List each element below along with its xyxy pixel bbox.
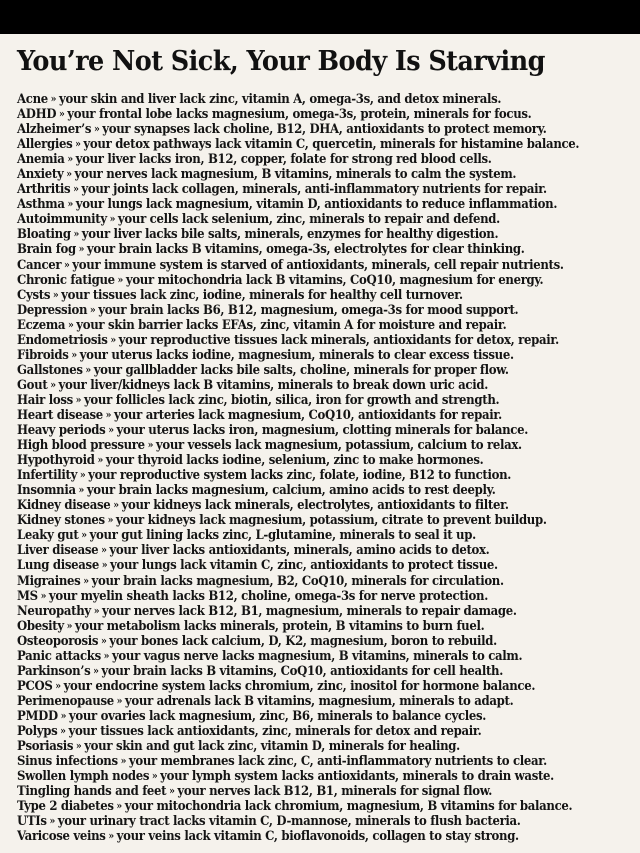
condition-description: your joints lack collagen, minerals, anti-inflammatory nutrients for repair. xyxy=(81,181,547,197)
condition-term: Eczema xyxy=(17,316,66,332)
list-item xyxy=(17,317,594,332)
condition-term: Anxiety xyxy=(17,166,64,182)
condition-description: your metabolism lacks minerals, protein, B vitamins to burn fuel. xyxy=(74,617,485,633)
list-item xyxy=(17,603,594,618)
condition-term: Parkinson’s xyxy=(17,662,91,678)
double-arrow-icon: » xyxy=(73,229,80,241)
condition-term: Bloating xyxy=(17,226,71,242)
condition-description: your liver/kidneys lack B vitamins, minerals to break down uric acid. xyxy=(58,376,488,392)
list-item xyxy=(17,91,594,106)
list-item xyxy=(17,392,594,407)
double-arrow-icon: » xyxy=(66,620,73,632)
condition-description: your vagus nerve lacks magnesium, B vitamins, minerals to calm. xyxy=(111,647,523,663)
condition-description: your liver lacks bile salts, minerals, enzymes for healthy digestion. xyxy=(81,226,499,242)
list-item xyxy=(17,287,594,302)
condition-description: your arteries lack magnesium, CoQ10, antioxidants for repair. xyxy=(113,406,502,422)
condition-term: Osteoporosis xyxy=(17,632,99,648)
list-item xyxy=(17,332,594,347)
double-arrow-icon: » xyxy=(85,364,91,376)
list-item xyxy=(17,783,594,798)
page-title: You’re Not Sick, Your Body Is Starving xyxy=(17,46,545,77)
list-item xyxy=(17,377,594,392)
list-item xyxy=(17,527,594,542)
condition-term: Type 2 diabetes xyxy=(17,798,114,814)
condition-description: your skin and gut lack zinc, vitamin D, minerals for healing. xyxy=(84,738,460,754)
double-arrow-icon: » xyxy=(75,139,81,151)
condition-term: Panic attacks xyxy=(17,647,101,663)
condition-description: your uterus lacks iodine, magnesium, minerals to clear excess tissue. xyxy=(79,346,514,362)
condition-term: Hair loss xyxy=(17,391,73,407)
condition-description: your liver lacks iron, B12, copper, folate for strong red blood cells. xyxy=(75,151,492,167)
condition-term: Endometriosis xyxy=(17,331,108,347)
double-arrow-icon: » xyxy=(67,199,73,211)
list-item xyxy=(17,226,594,241)
condition-description: your nerves lack B12, B1, magnesium, minerals to repair damage. xyxy=(101,602,517,618)
condition-term: Alzheimer’s xyxy=(17,121,92,137)
condition-term: Insomnia xyxy=(17,482,76,498)
condition-term: Polyps xyxy=(17,722,58,738)
condition-term: Acne xyxy=(17,91,48,106)
double-arrow-icon: » xyxy=(116,695,123,707)
condition-term: PCOS xyxy=(17,677,53,693)
double-arrow-icon: » xyxy=(117,274,124,286)
condition-term: High blood pressure xyxy=(17,437,145,453)
double-arrow-icon: » xyxy=(108,831,114,843)
condition-term: Migraines xyxy=(17,572,81,588)
condition-term: Cancer xyxy=(17,256,62,272)
double-arrow-icon: » xyxy=(50,379,56,391)
list-item xyxy=(17,798,594,813)
condition-term: Autoimmunity xyxy=(17,211,107,227)
condition-term: Heavy periods xyxy=(17,422,106,438)
condition-description: your lungs lack magnesium, vitamin D, antioxidants to reduce inflammation. xyxy=(75,196,558,212)
double-arrow-icon: » xyxy=(73,184,79,196)
double-arrow-icon: » xyxy=(83,575,89,587)
condition-term: Varicose veins xyxy=(17,828,106,844)
list-item xyxy=(17,573,594,588)
condition-description: your lymph system lacks antioxidants, minerals to drain waste. xyxy=(160,768,554,784)
condition-term: Tingling hands and feet xyxy=(17,783,167,799)
condition-description: your kidneys lack magnesium, potassium, citrate to prevent buildup. xyxy=(115,512,547,528)
document-page xyxy=(0,34,640,853)
condition-description: your mitochondria lack chromium, magnesium, B vitamins for balance. xyxy=(124,798,573,814)
list-item xyxy=(17,648,594,663)
condition-term: Cysts xyxy=(17,286,51,302)
double-arrow-icon: » xyxy=(52,289,59,301)
double-arrow-icon: » xyxy=(107,515,114,527)
list-item xyxy=(17,407,594,422)
condition-description: your liver lacks antioxidants, minerals, amino acids to detox. xyxy=(109,542,490,558)
condition-term: Depression xyxy=(17,301,88,317)
double-arrow-icon: » xyxy=(75,394,82,406)
condition-description: your myelin sheath lacks B12, choline, omega-3s for nerve protection. xyxy=(48,587,488,603)
condition-description: your reproductive tissues lack minerals, antioxidants for detox, repair. xyxy=(118,331,559,347)
condition-term: Sinus infections xyxy=(17,753,118,769)
list-item xyxy=(17,166,594,181)
condition-term: Gallstones xyxy=(17,361,83,377)
condition-term: MS xyxy=(17,587,38,603)
double-arrow-icon: » xyxy=(93,665,99,677)
list-item xyxy=(17,151,594,166)
list-item xyxy=(17,106,594,121)
double-arrow-icon: » xyxy=(101,560,108,572)
double-arrow-icon: » xyxy=(89,304,96,316)
condition-description: your veins lack vitamin C, bioflavonoids, collagen to stay strong. xyxy=(116,828,519,844)
condition-term: Gout xyxy=(17,376,48,392)
double-arrow-icon: » xyxy=(60,710,67,722)
list-item xyxy=(17,272,594,287)
list-item xyxy=(17,136,594,151)
condition-term: Chronic fatigue xyxy=(17,271,115,287)
double-arrow-icon: » xyxy=(103,650,110,662)
condition-description: your frontal lobe lacks magnesium, omega-3s, protein, minerals for focus. xyxy=(67,106,532,122)
double-arrow-icon: » xyxy=(108,425,114,437)
condition-description: your gut lining lacks zinc, L-glutamine, minerals to seal it up. xyxy=(89,527,476,543)
list-item xyxy=(17,768,594,783)
double-arrow-icon: » xyxy=(120,756,127,768)
list-item xyxy=(17,497,594,512)
list-item xyxy=(17,302,594,317)
list-item xyxy=(17,813,594,828)
condition-description: your nerves lack B12, B1, minerals for signal flow. xyxy=(177,783,493,799)
double-arrow-icon: » xyxy=(67,319,74,331)
double-arrow-icon: » xyxy=(40,590,47,602)
double-arrow-icon: » xyxy=(49,816,55,828)
double-arrow-icon: » xyxy=(113,500,119,512)
condition-description: your follicles lack zinc, biotin, silica, iron for growth and strength. xyxy=(83,391,500,407)
condition-description: your uterus lacks iron, magnesium, clotting minerals for balance. xyxy=(116,422,528,438)
condition-description: your bones lack calcium, D, K2, magnesium, boron to rebuild. xyxy=(109,632,497,648)
list-item xyxy=(17,362,594,377)
condition-description: your mitochondria lack B vitamins, CoQ10, magnesium for energy. xyxy=(125,271,544,287)
condition-term: Obesity xyxy=(17,617,64,633)
list-item xyxy=(17,452,594,467)
condition-description: your tissues lack antioxidants, zinc, minerals for detox and repair. xyxy=(68,722,482,738)
condition-description: your reproductive system lacks zinc, folate, iodine, B12 to function. xyxy=(88,467,512,483)
double-arrow-icon: » xyxy=(79,470,86,482)
list-item xyxy=(17,738,594,753)
list-item xyxy=(17,828,594,843)
double-arrow-icon: » xyxy=(67,154,73,166)
condition-description: your immune system is starved of antioxidants, minerals, cell repair nutrients. xyxy=(72,256,564,272)
double-arrow-icon: » xyxy=(116,801,122,813)
condition-description: your brain lacks magnesium, B2, CoQ10, minerals for circulation. xyxy=(91,572,504,588)
list-item xyxy=(17,693,594,708)
condition-term: Lung disease xyxy=(17,557,99,573)
condition-term: Fibroids xyxy=(17,346,69,362)
condition-term: Brain fog xyxy=(17,241,76,257)
condition-term: Asthma xyxy=(17,196,65,212)
condition-description: your lungs lack vitamin C, zinc, antioxidants to protect tissue. xyxy=(110,557,498,573)
list-item xyxy=(17,437,594,452)
double-arrow-icon: » xyxy=(100,635,107,647)
condition-term: Hypothyroid xyxy=(17,452,95,468)
double-arrow-icon: » xyxy=(78,485,85,497)
list-item xyxy=(17,196,594,211)
condition-description: your skin barrier lacks EFAs, zinc, vitamin A for moisture and repair. xyxy=(76,316,507,332)
condition-description: your gallbladder lacks bile salts, choline, minerals for proper flow. xyxy=(93,361,509,377)
top-black-bar xyxy=(0,0,640,34)
condition-description: your cells lack selenium, zinc, minerals to repair and defend. xyxy=(117,211,500,227)
condition-term: ADHD xyxy=(17,106,57,122)
list-item xyxy=(17,542,594,557)
condition-description: your membranes lack zinc, C, anti-inflammatory nutrients to clear. xyxy=(128,753,547,769)
condition-description: your detox pathways lack vitamin C, quercetin, minerals for histamine balance. xyxy=(83,136,580,152)
list-item xyxy=(17,482,594,497)
list-item xyxy=(17,678,594,693)
condition-description: your brain lacks B vitamins, CoQ10, antioxidants for cell health. xyxy=(101,662,503,678)
condition-list xyxy=(17,91,637,843)
condition-description: your synapses lack choline, B12, DHA, antioxidants to protect memory. xyxy=(102,121,547,137)
condition-term: Kidney disease xyxy=(17,497,111,513)
list-item xyxy=(17,663,594,678)
list-item xyxy=(17,557,594,572)
double-arrow-icon: » xyxy=(147,440,154,452)
condition-term: Liver disease xyxy=(17,542,99,558)
condition-description: your thyroid lacks iodine, selenium, zinc to make hormones. xyxy=(105,452,484,468)
double-arrow-icon: » xyxy=(169,786,175,798)
list-item xyxy=(17,588,594,603)
double-arrow-icon: » xyxy=(105,409,112,421)
double-arrow-icon: » xyxy=(97,455,103,467)
condition-term: Perimenopause xyxy=(17,692,114,708)
condition-description: your brain lacks magnesium, calcium, amino acids to rest deeply. xyxy=(86,482,496,498)
double-arrow-icon: » xyxy=(151,771,158,783)
condition-description: your kidneys lack minerals, electrolytes, antioxidants to filter. xyxy=(121,497,509,513)
list-item xyxy=(17,181,594,196)
condition-term: PMDD xyxy=(17,707,58,723)
condition-term: Swollen lymph nodes xyxy=(17,768,150,784)
condition-term: Neuropathy xyxy=(17,602,91,618)
double-arrow-icon: » xyxy=(93,605,100,617)
list-item xyxy=(17,753,594,768)
condition-term: Kidney stones xyxy=(17,512,105,528)
double-arrow-icon: » xyxy=(93,124,100,136)
condition-description: your nerves lack magnesium, B vitamins, minerals to calm the system. xyxy=(74,166,517,182)
double-arrow-icon: » xyxy=(109,214,116,226)
condition-description: your brain lacks B vitamins, omega-3s, electrolytes for clear thinking. xyxy=(86,241,525,257)
list-item xyxy=(17,633,594,648)
condition-term: UTIs xyxy=(17,813,47,829)
double-arrow-icon: » xyxy=(58,109,65,121)
double-arrow-icon: » xyxy=(55,680,61,692)
list-item xyxy=(17,241,594,256)
condition-description: your endocrine system lacks chromium, zinc, inositol for hormone balance. xyxy=(63,677,536,693)
condition-description: your skin and liver lack zinc, vitamin A, omega-3s, and detox minerals. xyxy=(58,91,502,106)
double-arrow-icon: » xyxy=(110,334,116,346)
condition-term: Heart disease xyxy=(17,406,103,422)
condition-description: your tissues lack zinc, iodine, minerals for healthy cell turnover. xyxy=(61,286,463,302)
condition-description: your adrenals lack B vitamins, magnesium, minerals to adapt. xyxy=(124,692,514,708)
list-item xyxy=(17,347,594,362)
condition-term: Leaky gut xyxy=(17,527,79,543)
double-arrow-icon: » xyxy=(64,259,70,271)
list-item xyxy=(17,121,594,136)
list-item xyxy=(17,467,594,482)
double-arrow-icon: » xyxy=(50,94,57,105)
list-item xyxy=(17,512,594,527)
list-item xyxy=(17,723,594,738)
list-item xyxy=(17,708,594,723)
condition-description: your vessels lack magnesium, potassium, calcium to relax. xyxy=(155,437,522,453)
condition-term: Psoriasis xyxy=(17,738,74,754)
list-item xyxy=(17,422,594,437)
condition-description: your brain lacks B6, B12, magnesium, omega-3s for mood support. xyxy=(98,301,519,317)
condition-description: your ovaries lack magnesium, zinc, B6, minerals to balance cycles. xyxy=(68,707,487,723)
condition-term: Infertility xyxy=(17,467,78,483)
condition-term: Arthritis xyxy=(17,181,71,197)
double-arrow-icon: » xyxy=(71,349,77,361)
double-arrow-icon: » xyxy=(60,725,66,737)
list-item xyxy=(17,257,594,272)
list-item xyxy=(17,211,594,226)
condition-term: Allergies xyxy=(17,136,73,152)
condition-term: Anemia xyxy=(17,151,65,167)
list-item xyxy=(17,618,594,633)
double-arrow-icon: » xyxy=(66,169,72,181)
condition-description: your urinary tract lacks vitamin C, D-mannose, minerals to flush bacteria. xyxy=(57,813,521,829)
double-arrow-icon: » xyxy=(101,545,107,557)
double-arrow-icon: » xyxy=(78,244,85,256)
double-arrow-icon: » xyxy=(75,741,82,753)
double-arrow-icon: » xyxy=(81,530,87,542)
